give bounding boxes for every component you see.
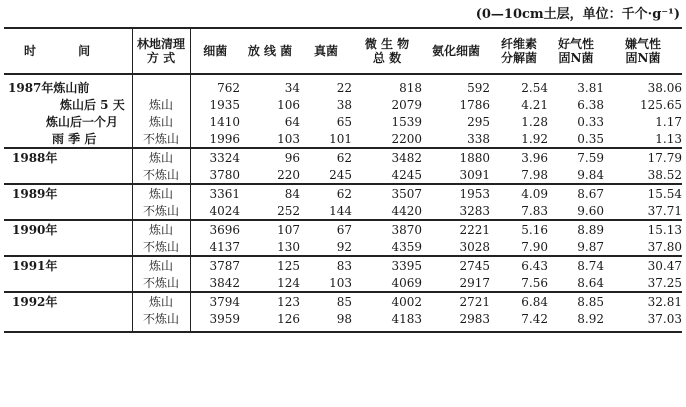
- anaerobic-n-cell: 1.13: [655, 131, 682, 146]
- microbes-total-cell: 3507: [352, 184, 422, 202]
- anaerobic-n-cell: 37.80: [647, 239, 682, 254]
- cellulose-cell: 7.42: [490, 310, 548, 332]
- cellulose-cell: 4.21: [521, 97, 548, 112]
- ammonifying-cell: 1953: [422, 184, 490, 202]
- ammonifying-cell: 338: [467, 131, 490, 146]
- cellulose-cell: 2.54: [521, 80, 548, 95]
- bacteria-cell: 762: [190, 74, 240, 96]
- microbes-total-cell: 4069: [391, 275, 422, 290]
- ammonifying-cell: 592: [467, 80, 490, 95]
- cellulose-cell: 7.83: [521, 203, 548, 218]
- aerobic-n-cell: 8.92: [548, 310, 604, 332]
- fungi-cell: 22: [336, 80, 352, 95]
- fungi-cell: 144: [329, 203, 352, 218]
- table-row: [4, 256, 682, 274]
- cellulose-cell: 3.96: [490, 148, 548, 166]
- bacteria-cell: 3842: [190, 274, 240, 292]
- fungi-cell: 83: [300, 256, 352, 274]
- method-cell: 不炼山: [132, 274, 190, 292]
- microbes-total-cell: 4359: [391, 239, 422, 254]
- table-row: [4, 292, 682, 310]
- microbe-table: [4, 27, 682, 333]
- time-cell: [4, 166, 132, 184]
- fungi-cell: 101: [329, 131, 352, 146]
- anaerobic-n-cell: 30.47: [604, 256, 682, 274]
- anaerobic-n-cell: 15.54: [604, 184, 682, 202]
- bacteria-cell: 3361: [190, 184, 240, 202]
- table-row: [4, 130, 682, 148]
- fungi-cell: 103: [329, 275, 352, 290]
- microbes-total-cell: 818: [399, 80, 422, 95]
- method-cell: 不炼山: [132, 310, 190, 332]
- fungi-cell: 98: [300, 310, 352, 332]
- header-microbes-total: 微 生 物 总 数: [352, 28, 422, 74]
- ammonifying-cell: 3028: [459, 239, 490, 254]
- actinomycetes-cell: 106: [277, 97, 300, 112]
- ammonifying-cell: 2983: [422, 310, 490, 332]
- aerobic-n-cell: 9.87: [577, 239, 604, 254]
- ammonifying-cell: 2917: [459, 275, 490, 290]
- table-row: [4, 74, 682, 96]
- actinomycetes-cell: 220: [277, 167, 300, 182]
- anaerobic-n-cell: 17.79: [604, 148, 682, 166]
- table-row: [4, 96, 682, 113]
- time-cell: 雨 季 后: [52, 132, 97, 146]
- time-cell: [4, 238, 132, 256]
- header-ammonifying: 氨化细菌: [422, 28, 490, 74]
- bacteria-cell: 3959: [190, 310, 240, 332]
- time-cell: [4, 202, 132, 220]
- fungi-cell: 62: [300, 148, 352, 166]
- fungi-cell: 62: [300, 184, 352, 202]
- time-cell: 1988年: [4, 148, 132, 166]
- bacteria-cell: 1996: [190, 130, 240, 148]
- actinomycetes-cell: 123: [240, 292, 300, 310]
- bacteria-cell: 4024: [190, 202, 240, 220]
- anaerobic-n-cell: 37.03: [604, 310, 682, 332]
- actinomycetes-cell: 125: [240, 256, 300, 274]
- table-row: [4, 184, 682, 202]
- actinomycetes-cell: 103: [277, 131, 300, 146]
- bacteria-cell: 3780: [190, 166, 240, 184]
- header-method: 林地清理 方 式: [132, 28, 190, 74]
- method-cell: 炼山: [132, 220, 190, 238]
- time-cell: 1992年: [4, 292, 132, 310]
- cellulose-cell: 1.92: [521, 131, 548, 146]
- fungi-cell: 38: [336, 97, 352, 112]
- bacteria-cell: 3794: [190, 292, 240, 310]
- header-time: 时 间: [4, 28, 132, 74]
- table-body: [4, 74, 682, 332]
- aerobic-n-cell: 3.81: [577, 80, 604, 95]
- microbes-total-cell: 4420: [391, 203, 422, 218]
- actinomycetes-cell: 124: [277, 275, 300, 290]
- microbes-total-cell: 3482: [352, 148, 422, 166]
- fungi-cell: 65: [336, 114, 352, 129]
- table-row: [4, 166, 682, 184]
- anaerobic-n-cell: 38.52: [647, 167, 682, 182]
- anaerobic-n-cell: 32.81: [604, 292, 682, 310]
- table-header: [4, 28, 682, 74]
- header-fungi: 真菌: [300, 28, 352, 74]
- aerobic-n-cell: 8.74: [548, 256, 604, 274]
- ammonifying-cell: 3283: [459, 203, 490, 218]
- ammonifying-cell: 2745: [422, 256, 490, 274]
- table-row: [4, 113, 682, 130]
- aerobic-n-cell: 7.59: [548, 148, 604, 166]
- table-row: [4, 238, 682, 256]
- anaerobic-n-cell: 15.13: [604, 220, 682, 238]
- time-cell: [4, 310, 132, 332]
- aerobic-n-cell: 8.67: [548, 184, 604, 202]
- cellulose-cell: 7.98: [521, 167, 548, 182]
- ammonifying-cell: 3091: [459, 167, 490, 182]
- time-cell: 炼山后 5 天: [60, 98, 125, 112]
- microbes-total-cell: 2079: [391, 97, 422, 112]
- header-bacteria: 细菌: [190, 28, 240, 74]
- header-actinomycetes: 放 线 菌: [240, 28, 300, 74]
- time-cell: [4, 274, 132, 292]
- bacteria-cell: 1935: [190, 96, 240, 113]
- aerobic-n-cell: 9.84: [577, 167, 604, 182]
- microbes-total-cell: 3395: [352, 256, 422, 274]
- method-cell: 炼山: [132, 184, 190, 202]
- aerobic-n-cell: 0.35: [577, 131, 604, 146]
- header-aerobic-n: 好气性 固N菌: [548, 28, 604, 74]
- anaerobic-n-cell: 37.25: [647, 275, 682, 290]
- aerobic-n-cell: 9.60: [577, 203, 604, 218]
- method-cell: [132, 74, 190, 96]
- time-cell: 炼山后一个月: [46, 115, 119, 129]
- header-cellulose: 纤维素 分解菌: [490, 28, 548, 74]
- microbes-total-cell: 4002: [352, 292, 422, 310]
- method-cell: 不炼山: [132, 202, 190, 220]
- microbes-total-cell: 2200: [391, 131, 422, 146]
- method-cell: 不炼山: [132, 130, 190, 148]
- table-row: [4, 148, 682, 166]
- aerobic-n-cell: 8.85: [548, 292, 604, 310]
- method-cell: 炼山: [132, 148, 190, 166]
- fungi-cell: 92: [336, 239, 352, 254]
- anaerobic-n-cell: 38.06: [647, 80, 682, 95]
- aerobic-n-cell: 8.89: [548, 220, 604, 238]
- cellulose-cell: 4.09: [490, 184, 548, 202]
- actinomycetes-cell: 96: [240, 148, 300, 166]
- table-row: [4, 202, 682, 220]
- time-cell: 1990年: [4, 220, 132, 238]
- table-row: [4, 310, 682, 332]
- table-row: [4, 220, 682, 238]
- aerobic-n-cell: 0.33: [577, 114, 604, 129]
- ammonifying-cell: 2221: [422, 220, 490, 238]
- microbes-total-cell: 3870: [352, 220, 422, 238]
- method-cell: 炼山: [132, 96, 190, 113]
- actinomycetes-cell: 34: [284, 80, 300, 95]
- bacteria-cell: 3696: [190, 220, 240, 238]
- aerobic-n-cell: 8.64: [577, 275, 604, 290]
- cellulose-cell: 6.43: [490, 256, 548, 274]
- actinomycetes-cell: 64: [284, 114, 300, 129]
- bacteria-cell: 3324: [190, 148, 240, 166]
- cellulose-cell: 6.84: [490, 292, 548, 310]
- time-cell: 1989年: [4, 184, 132, 202]
- aerobic-n-cell: 6.38: [577, 97, 604, 112]
- unit-note: (0—10cm土层，单位：千个·g⁻¹): [475, 7, 680, 22]
- method-cell: 炼山: [132, 113, 190, 130]
- method-cell: 炼山: [132, 292, 190, 310]
- ammonifying-cell: 1786: [459, 97, 490, 112]
- actinomycetes-cell: 126: [240, 310, 300, 332]
- microbes-total-cell: 1539: [391, 114, 422, 129]
- actinomycetes-cell: 84: [240, 184, 300, 202]
- method-cell: 炼山: [132, 256, 190, 274]
- bacteria-cell: 4137: [190, 238, 240, 256]
- bacteria-cell: 1410: [190, 113, 240, 130]
- ammonifying-cell: 1880: [422, 148, 490, 166]
- actinomycetes-cell: 107: [240, 220, 300, 238]
- cellulose-cell: 1.28: [521, 114, 548, 129]
- cellulose-cell: 7.56: [521, 275, 548, 290]
- actinomycetes-cell: 130: [277, 239, 300, 254]
- fungi-cell: 245: [329, 167, 352, 182]
- bacteria-cell: 3787: [190, 256, 240, 274]
- header-anaerobic-n: 嫌气性 固N菌: [604, 28, 682, 74]
- method-cell: 不炼山: [132, 166, 190, 184]
- microbes-total-cell: 4183: [352, 310, 422, 332]
- fungi-cell: 85: [300, 292, 352, 310]
- anaerobic-n-cell: 125.65: [640, 97, 682, 112]
- cellulose-cell: 5.16: [490, 220, 548, 238]
- ammonifying-cell: 2721: [422, 292, 490, 310]
- anaerobic-n-cell: 1.17: [655, 114, 682, 129]
- fungi-cell: 67: [300, 220, 352, 238]
- cellulose-cell: 7.90: [521, 239, 548, 254]
- actinomycetes-cell: 252: [277, 203, 300, 218]
- time-cell: 1991年: [4, 256, 132, 274]
- microbes-total-cell: 4245: [391, 167, 422, 182]
- method-cell: 不炼山: [132, 238, 190, 256]
- ammonifying-cell: 295: [467, 114, 490, 129]
- time-cell: 1987年炼山前: [8, 81, 90, 95]
- anaerobic-n-cell: 37.71: [647, 203, 682, 218]
- table-row: [4, 274, 682, 292]
